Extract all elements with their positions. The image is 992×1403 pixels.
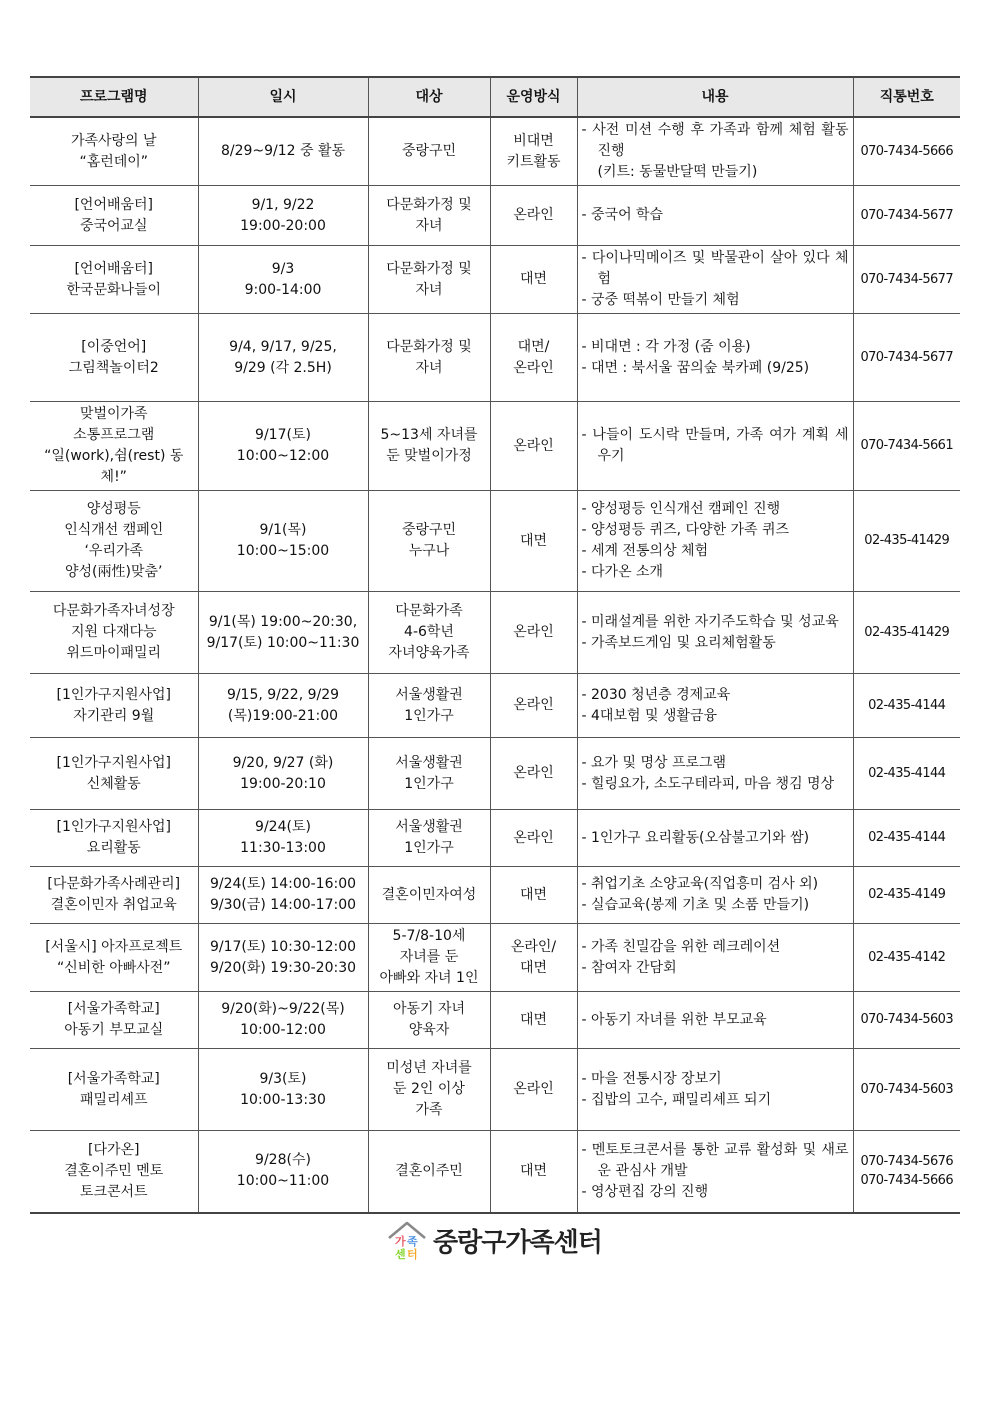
content-item: - 4대보험 및 생활금융 (582, 706, 849, 727)
date-cell: 9/20(화)~9/22(목) 10:00-12:00 (198, 992, 368, 1049)
program-name-cell: 맞벌이가족 소통프로그램 “일(work),쉼(rest) 동체!” (30, 402, 198, 491)
phone-cell: 02-435-41429 (853, 491, 960, 592)
target-cell: 다문화가정 및 자녀 (368, 314, 490, 402)
table-row (30, 117, 960, 186)
date-cell: 9/4, 9/17, 9/25, 9/29 (각 2.5H) (198, 314, 368, 402)
content-cell (577, 867, 853, 924)
content-item: - 요가 및 명상 프로그램 (582, 753, 849, 774)
table-row (30, 246, 960, 314)
phone-cell: 070-7434-5677 (853, 314, 960, 402)
program-name-cell: [1인가구지원사업] 자기관리 9월 (30, 674, 198, 738)
table-row (30, 592, 960, 674)
content-item: - 참여자 간담회 (582, 958, 849, 979)
date-cell: 9/1(목) 19:00~20:30, 9/17(토) 10:00~11:30 (198, 592, 368, 674)
content-item: - 마을 전통시장 장보기 (582, 1069, 849, 1090)
method-cell: 비대면 키트활동 (490, 117, 577, 186)
phone-cell: 02-435-4149 (853, 867, 960, 924)
program-name-cell: 다문화가족자녀성장 지원 다재다능 위드마이패밀리 (30, 592, 198, 674)
content-item: - 집밥의 고수, 패밀리셰프 되기 (582, 1090, 849, 1111)
target-cell: 결혼이주민 (368, 1131, 490, 1213)
header-date: 일시 (198, 77, 368, 117)
program-name-cell: [언어배움터] 중국어교실 (30, 186, 198, 246)
phone-cell: 070-7434-5603 (853, 1049, 960, 1131)
content-item: - 2030 청년층 경제교육 (582, 685, 849, 706)
content-cell (577, 738, 853, 810)
method-cell: 온라인 (490, 810, 577, 867)
table-row (30, 867, 960, 924)
table-header-row (30, 77, 960, 117)
content-item: - 나들이 도시락 만들며, 가족 여가 계획 세우기 (582, 425, 849, 467)
content-item: - 중국어 학습 (582, 205, 849, 226)
date-cell: 9/17(토) 10:00~12:00 (198, 402, 368, 491)
target-cell: 다문화가족 4-6학년 자녀양육가족 (368, 592, 490, 674)
date-cell: 9/24(토) 14:00-16:00 9/30(금) 14:00-17:00 (198, 867, 368, 924)
house-logo-icon (385, 1218, 429, 1262)
table-row (30, 924, 960, 992)
date-cell: 9/3(토) 10:00-13:30 (198, 1049, 368, 1131)
content-cell (577, 1131, 853, 1213)
target-cell: 5~13세 자녀를 둔 맞벌이가정 (368, 402, 490, 491)
method-cell: 대면 (490, 867, 577, 924)
program-name-cell: [이중언어] 그림책놀이터2 (30, 314, 198, 402)
target-cell: 다문화가정 및 자녀 (368, 186, 490, 246)
method-cell: 온라인/ 대면 (490, 924, 577, 992)
target-cell: 5-7/8-10세 자녀를 둔 아빠와 자녀 1인 (368, 924, 490, 992)
phone-cell: 02-435-4144 (853, 810, 960, 867)
table-row (30, 738, 960, 810)
header-method: 운영방식 (490, 77, 577, 117)
content-cell (577, 810, 853, 867)
phone-cell: 070-7434-5676 070-7434-5666 (853, 1131, 960, 1213)
content-cell (577, 592, 853, 674)
program-name-cell: [다가온] 결혼이주민 멘토 토크콘서트 (30, 1131, 198, 1213)
content-item: - 비대면 : 각 가정 (줌 이용) (582, 337, 849, 358)
header-target: 대상 (368, 77, 490, 117)
target-cell: 서울생활권 1인가구 (368, 810, 490, 867)
phone-cell: 070-7434-5661 (853, 402, 960, 491)
content-cell (577, 491, 853, 592)
table-row (30, 491, 960, 592)
phone-cell: 02-435-41429 (853, 592, 960, 674)
header-program: 프로그램명 (30, 77, 198, 117)
table-row (30, 810, 960, 867)
content-item: - 양성평등 퀴즈, 다양한 가족 퀴즈 (582, 520, 849, 541)
method-cell: 대면 (490, 491, 577, 592)
program-name-cell: [서울가족학교] 패밀리셰프 (30, 1049, 198, 1131)
center-name: 중랑구가족센터 (433, 1227, 602, 1258)
target-cell: 서울생활권 1인가구 (368, 674, 490, 738)
date-cell: 9/3 9:00-14:00 (198, 246, 368, 314)
program-name-cell: [서울가족학교] 아동기 부모교실 (30, 992, 198, 1049)
svg-text:터: 터 (407, 1248, 418, 1261)
content-item: - 사전 미션 수행 후 가족과 함께 체험 활동 진행 (키트: 동물반달떡 만들기) (582, 120, 849, 183)
method-cell: 대면 (490, 1131, 577, 1213)
target-cell: 미성년 자녀를 둔 2인 이상 가족 (368, 1049, 490, 1131)
content-item: - 궁중 떡볶이 만들기 체험 (582, 290, 849, 311)
program-name-cell: [서울시] 아자프로젝트 “신비한 아빠사전” (30, 924, 198, 992)
header-content: 내용 (577, 77, 853, 117)
center-logo (385, 1218, 602, 1262)
table-row (30, 1049, 960, 1131)
date-cell: 9/20, 9/27 (화) 19:00-20:10 (198, 738, 368, 810)
method-cell: 온라인 (490, 1049, 577, 1131)
content-item: - 힐링요가, 소도구테라피, 마음 챙김 명상 (582, 774, 849, 795)
content-cell (577, 992, 853, 1049)
method-cell: 온라인 (490, 592, 577, 674)
content-item: - 1인가구 요리활동(오삼불고기와 쌈) (582, 828, 849, 849)
content-item: - 멘토토크콘서를 통한 교류 활성화 및 새로운 관심사 개발 (582, 1140, 849, 1182)
date-cell: 9/28(수) 10:00~11:00 (198, 1131, 368, 1213)
svg-text:족: 족 (407, 1235, 418, 1248)
date-cell: 9/1(목) 10:00~15:00 (198, 491, 368, 592)
phone-cell: 02-435-4144 (853, 674, 960, 738)
method-cell: 대면/ 온라인 (490, 314, 577, 402)
phone-cell: 02-435-4142 (853, 924, 960, 992)
date-cell: 9/17(토) 10:30-12:00 9/20(화) 19:30-20:30 (198, 924, 368, 992)
content-item: - 가족 친밀감을 위한 레크레이션 (582, 937, 849, 958)
content-item: - 세계 전통의상 체험 (582, 541, 849, 562)
phone-cell: 070-7434-5677 (853, 186, 960, 246)
content-item: - 대면 : 북서울 꿈의숲 북카페 (9/25) (582, 358, 849, 379)
content-item: - 영상편집 강의 진행 (582, 1182, 849, 1203)
content-item: - 미래설계를 위한 자기주도학습 및 성교육 (582, 612, 849, 633)
phone-cell: 070-7434-5666 (853, 117, 960, 186)
content-cell (577, 246, 853, 314)
table-row (30, 674, 960, 738)
target-cell: 중랑구민 (368, 117, 490, 186)
table-body (30, 117, 960, 1213)
phone-cell: 070-7434-5677 (853, 246, 960, 314)
date-cell: 9/24(토) 11:30-13:00 (198, 810, 368, 867)
program-name-cell: [1인가구지원사업] 신체활동 (30, 738, 198, 810)
content-cell (577, 117, 853, 186)
content-item: - 취업기초 소양교육(직업흥미 검사 외) (582, 874, 849, 895)
content-cell (577, 924, 853, 992)
method-cell: 온라인 (490, 186, 577, 246)
method-cell: 대면 (490, 992, 577, 1049)
content-item: - 가족보드게임 및 요리체험활동 (582, 633, 849, 654)
program-name-cell: 가족사랑의 날 “홈런데이” (30, 117, 198, 186)
target-cell: 서울생활권 1인가구 (368, 738, 490, 810)
table-row (30, 186, 960, 246)
table-row (30, 314, 960, 402)
content-cell (577, 314, 853, 402)
table-row (30, 402, 960, 491)
date-cell: 9/15, 9/22, 9/29 (목)19:00-21:00 (198, 674, 368, 738)
program-schedule-table (30, 76, 960, 1214)
program-name-cell: [1인가구지원사업] 요리활동 (30, 810, 198, 867)
content-cell (577, 402, 853, 491)
target-cell: 아동기 자녀 양육자 (368, 992, 490, 1049)
date-cell: 9/1, 9/22 19:00-20:00 (198, 186, 368, 246)
table-row (30, 1131, 960, 1213)
content-cell (577, 674, 853, 738)
table-row (30, 992, 960, 1049)
content-item: - 실습교육(봉제 기초 및 소품 만들기) (582, 895, 849, 916)
content-item: - 양성평등 인식개선 캠페인 진행 (582, 499, 849, 520)
target-cell: 중랑구민 누구나 (368, 491, 490, 592)
header-phone: 직통번호 (853, 77, 960, 117)
content-item: - 아동기 자녀를 위한 부모교육 (582, 1010, 849, 1031)
program-name-cell: [다문화가족사례관리] 결혼이민자 취업교육 (30, 867, 198, 924)
date-cell: 8/29~9/12 중 활동 (198, 117, 368, 186)
phone-cell: 02-435-4144 (853, 738, 960, 810)
content-cell (577, 1049, 853, 1131)
phone-cell: 070-7434-5603 (853, 992, 960, 1049)
target-cell: 다문화가정 및 자녀 (368, 246, 490, 314)
program-name-cell: [언어배움터] 한국문화나들이 (30, 246, 198, 314)
method-cell: 온라인 (490, 738, 577, 810)
content-item: - 다가온 소개 (582, 562, 849, 583)
method-cell: 온라인 (490, 674, 577, 738)
method-cell: 온라인 (490, 402, 577, 491)
target-cell: 결혼이민자여성 (368, 867, 490, 924)
svg-text:센: 센 (395, 1248, 406, 1261)
method-cell: 대면 (490, 246, 577, 314)
content-item: - 다이나믹메이즈 및 박물관이 살아 있다 체험 (582, 248, 849, 290)
svg-text:가: 가 (395, 1235, 406, 1248)
content-cell (577, 186, 853, 246)
program-name-cell: 양성평등 인식개선 캠페인 ‘우리가족 양성(兩性)맞춤’ (30, 491, 198, 592)
